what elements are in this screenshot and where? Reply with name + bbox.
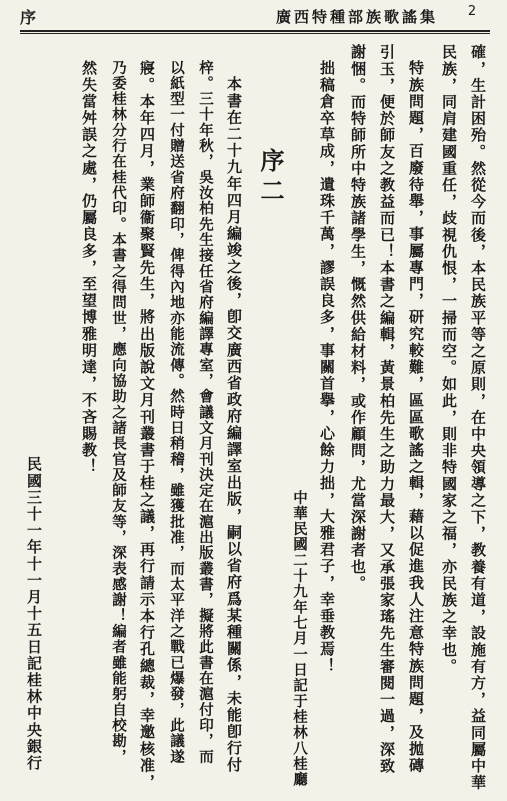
header-rule (20, 30, 490, 32)
section-label: 序 (20, 7, 38, 27)
preface1-line-5: 謝悃。而特師所中特族諸學生，慨然供給材料，或作顧問，尤當深謝者也。 (349, 44, 367, 592)
preface2-signature: 民國三十一年十一月十五日記桂林中央銀行 (25, 456, 43, 772)
preface2-heading: 序二 (256, 148, 285, 208)
book-title: 廣西特種部族歌謠集 (275, 7, 438, 26)
preface1-line-3: 特族問題，百廢待舉，事屬專門，研究較難，區區歌謠之輯，藉以促進我人注意特族問題，及拋磚 (407, 60, 425, 774)
page-number: 2 (467, 4, 477, 19)
preface1-line-6: 拙稿倉卒草成，遺珠千萬，謬誤良多，事關首擧，心餘力拙，大雅君子，幸垂教焉！ (318, 60, 336, 675)
preface1-signature: 中華民國二十九年七月一日記于桂林八桂廳 (291, 490, 308, 788)
preface2-line-1: 本書在二十九年四月編竣之後，卽交廣西省政府編譯室出版，嗣以省府爲某種關係，未能卽行付 (225, 76, 243, 774)
preface2-line-3: 以紙型一付贈送省府翻印，俾得內地亦能流傳。然時日稍稽，雖獲批准，而太平洋之戰已爆發，此議遂 (168, 60, 185, 765)
header-rule-thin (20, 33, 490, 34)
preface1-line-2: 民族，同肩建國重任，歧視仇恨，一掃而空。如此，則非特國家之福，亦民族之幸也。 (440, 44, 458, 675)
preface2-line-6: 然失當舛誤之處，仍屬良多，至望博雅明達，不吝賜教！ (80, 60, 98, 475)
preface1-line-4: 引玉，便於師友之教益而已！本書之編輯，黃景柏先生之助力最大，又承張家瑤先生審閱一過，深致 (378, 44, 396, 775)
preface1-line-1: 確，生計困殆。然從今而後，本民族平等之原則，在中央領導之下，教養有道，設施有方，益同屬中華 (469, 44, 487, 791)
running-header (20, 4, 440, 28)
preface2-line-5: 乃委桂林分行在桂代印。本書之得問世，應向協助之諸長官及師友等，深表感謝！編者雖能躬自校勘， (110, 60, 127, 765)
preface2-line-4: 寢。本年四月，業師衞聚賢先生，將出版說文月刊叢書于桂之議，再行請示本行孔總裁，幸邀核准， (138, 60, 156, 791)
preface2-line-2: 梓。三十年秋，吳汝柏先生接任省府編譯專室，會議文月刊決定在滬出版叢書，擬將此書在滬付印，而 (197, 60, 214, 765)
